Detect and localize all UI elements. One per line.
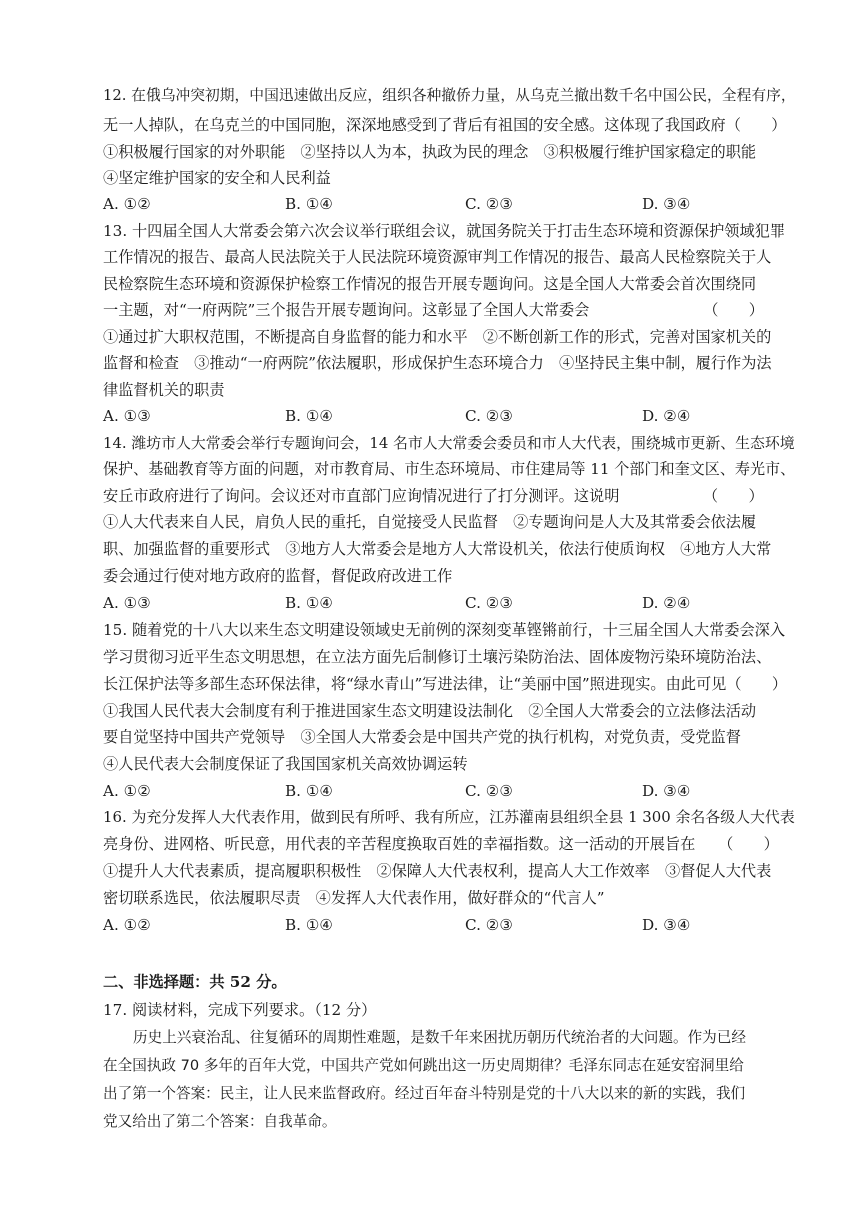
q17-material-line: 出了第一个答案：民主，让人民来监督政府。经过百年奋斗特别是党的十八大以来的新的实践，我们 bbox=[103, 1085, 746, 1102]
q17-material-line: 党又给出了第二个答案：自我革命。 bbox=[103, 1113, 337, 1130]
q16-choices-line: ①提升人大代表素质，提高履职积极性 ②保障人大代表权利，提高人大工作效率 ③督促人大代表 bbox=[103, 862, 772, 880]
q13-choices-line: ①通过扩大职权范围，不断提高自身监督的能力和水平 ②不断创新工作的形式，完善对国家机关的 bbox=[103, 328, 772, 346]
q12-option-b[interactable]: B. ①④ bbox=[285, 195, 334, 213]
q13-option-b[interactable]: B. ①④ bbox=[285, 407, 334, 425]
q13-choices-line: 律监督机关的职责 bbox=[103, 381, 225, 399]
q13-stem-line: 13. 十四届全国人大常委会第六次会议举行联组会议，就国务院关于打击生态环境和资源保护领域犯罪 bbox=[103, 222, 786, 240]
q16-choices-line: 密切联系选民，依法履职尽责 ④发挥人大代表作用，做好群众的“代言人” bbox=[103, 889, 605, 907]
q15-choices-line: ①我国人民代表大会制度有利于推进国家生态文明建设法制化 ②全国人大常委会的立法修法活动 bbox=[103, 702, 757, 720]
q15-stem-line: 学习贯彻习近平生态文明思想，在立法方面先后制修订土壤污染防治法、固体废物污染环境防治法、 bbox=[103, 648, 772, 666]
q12-choices-line: ①积极履行国家的对外职能 ②坚持以人为本，执政为民的理念 ③积极履行维护国家稳定的职能 bbox=[103, 143, 757, 161]
q12-stem-line: 12. 在俄乌冲突初期，中国迅速做出反应，组织各种撤侨力量，从乌克兰撤出数千名中国公民，全程有序， bbox=[103, 87, 796, 104]
q12-choices-line: ④坚定维护国家的安全和人民利益 bbox=[103, 169, 331, 187]
q16-stem-line: 亮身份、进网格、听民意，用代表的辛苦程度换取百姓的幸福指数。这一活动的开展旨在 （ ） bbox=[103, 835, 779, 853]
q14-stem-line: 保护、基础教育等方面的问题，对市教育局、市生态环境局、市住建局等 11 个部门和奎文区、寿光市、 bbox=[103, 460, 796, 478]
q16-option-c[interactable]: C. ②③ bbox=[465, 916, 513, 934]
q12-option-a[interactable]: A. ①② bbox=[103, 195, 151, 213]
q15-choices-line: 要自觉坚持中国共产党领导 ③全国人大常委会是中国共产党的执行机构，对党负责，受党监督 bbox=[103, 728, 741, 746]
q14-option-b[interactable]: B. ①④ bbox=[285, 594, 334, 612]
q16-option-d[interactable]: D. ③④ bbox=[642, 916, 691, 934]
q15-stem-line: 长江保护法等多部生态环保法律，将“绿水青山”写进法律，让“美丽中国”照进现实。由此可见（ ） bbox=[103, 675, 788, 693]
q14-choices-line: 职、加强监督的重要形式 ③地方人大常委会是地方人大常设机关，依法行使质询权 ④地方人大常 bbox=[103, 540, 772, 558]
q16-option-a[interactable]: A. ①② bbox=[103, 916, 151, 934]
q15-option-c[interactable]: C. ②③ bbox=[465, 782, 513, 800]
q14-stem-line: 安丘市政府进行了询问。会议还对市直部门应询情况进行了打分测评。这说明 （ ） bbox=[103, 487, 764, 505]
q17-intro: 17. 阅读材料，完成下列要求。（12 分） bbox=[103, 1001, 377, 1019]
q15-stem-line: 15. 随着党的十八大以来生态文明建设领域史无前例的深刻变革铿锵前行，十三届全国人大常委会深入 bbox=[103, 621, 786, 639]
q17-material-line: 历史上兴衰治乱、往复循环的周期性难题，是数千年来困扰历朝历代统治者的大问题。作为已经 bbox=[133, 1029, 746, 1046]
q13-option-c[interactable]: C. ②③ bbox=[465, 407, 513, 425]
q13-option-a[interactable]: A. ①③ bbox=[103, 407, 151, 425]
q14-option-d[interactable]: D. ②④ bbox=[642, 594, 691, 612]
q12-option-c[interactable]: C. ②③ bbox=[465, 195, 513, 213]
q14-stem-line: 14. 潍坊市人大常委会举行专题询问会，14 名市人大常委会委员和市人大代表，围绕城市更新、生态环境 bbox=[103, 434, 795, 452]
q13-stem-line: 工作情况的报告、最高人民法院关于人民法院环境资源审判工作情况的报告、最高人民检察院关于人 bbox=[103, 248, 772, 266]
q13-option-d[interactable]: D. ②④ bbox=[642, 407, 691, 425]
q13-choices-line: 监督和检查 ③推动“一府两院”依法履职，形成保护生态环境合力 ④坚持民主集中制，履行作为法 bbox=[103, 354, 772, 372]
section-title: 二、非选择题：共 52 分。 bbox=[103, 973, 287, 991]
q15-option-a[interactable]: A. ①② bbox=[103, 782, 151, 800]
q15-option-b[interactable]: B. ①④ bbox=[285, 782, 334, 800]
q12-option-d[interactable]: D. ③④ bbox=[642, 195, 691, 213]
q13-stem-line: 一主题，对“一府两院”三个报告开展专题询问。这彰显了全国人大常委会 （ ） bbox=[103, 301, 764, 319]
q14-option-c[interactable]: C. ②③ bbox=[465, 594, 513, 612]
q14-option-a[interactable]: A. ①③ bbox=[103, 594, 151, 612]
q16-option-b[interactable]: B. ①④ bbox=[285, 916, 334, 934]
q16-stem-line: 16. 为充分发挥人大代表作用，做到民有所呼、我有所应，江苏灌南县组织全县 1 300 余名各级人大代表 bbox=[103, 808, 795, 826]
q17-material-line: 在全国执政 70 多年的百年大党，中国共产党如何跳出这一历史周期律？毛泽东同志在延安窑洞里给 bbox=[103, 1057, 744, 1074]
q14-choices-line: ①人大代表来自人民，肩负人民的重托，自觉接受人民监督 ②专题询问是人大及其常委会依法履 bbox=[103, 513, 757, 531]
q12-stem-line: 无一人掉队，在乌克兰的中国同胞，深深地感受到了背后有祖国的安全感。这体现了我国政府（ ） bbox=[103, 116, 787, 134]
q15-option-d[interactable]: D. ③④ bbox=[642, 782, 691, 800]
q14-choices-line: 委会通过行使对地方政府的监督，督促政府改进工作 bbox=[103, 567, 453, 585]
q13-stem-line: 民检察院生态环境和资源保护检察工作情况的报告开展专题询问。这是全国人大常委会首次围绕同 bbox=[103, 275, 757, 293]
q15-choices-line: ④人民代表大会制度保证了我国国家机关高效协调运转 bbox=[103, 755, 468, 773]
